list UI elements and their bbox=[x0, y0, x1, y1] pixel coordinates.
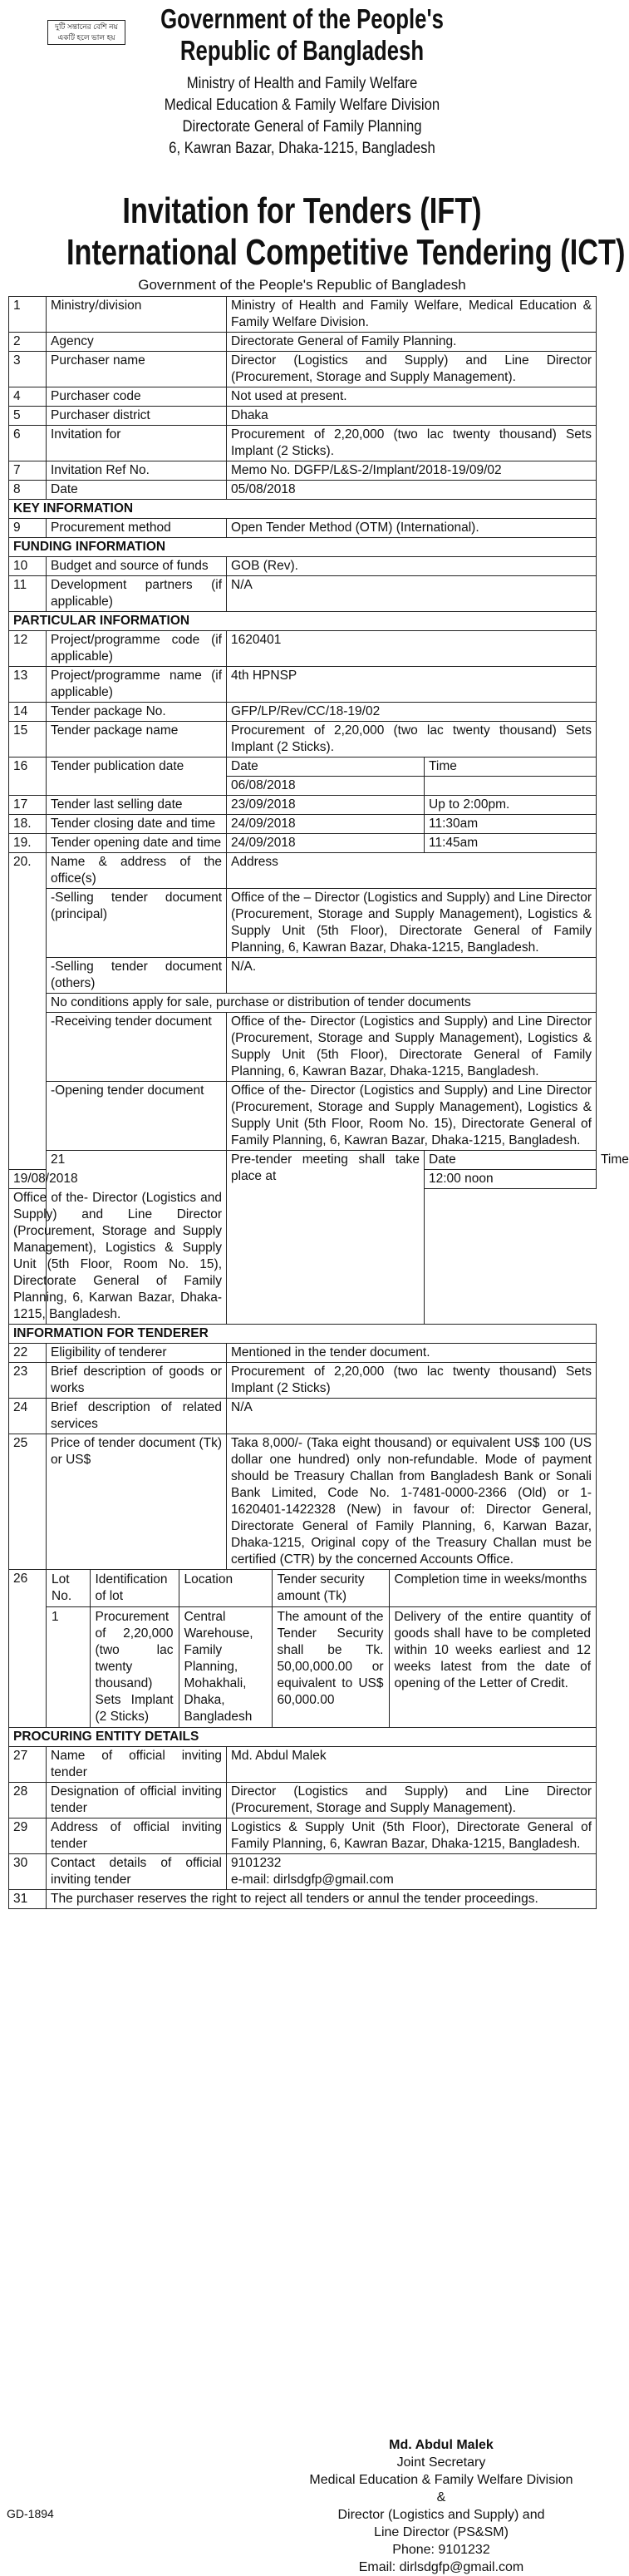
identification-header: Identification of lot bbox=[90, 1570, 179, 1607]
section-information-for-tenderer: INFORMATION FOR TENDERER bbox=[9, 1325, 597, 1344]
row-label: Tender package No. bbox=[47, 703, 227, 722]
row-value: GOB (Rev). bbox=[227, 557, 597, 576]
row-number: 7 bbox=[9, 461, 47, 481]
table-row bbox=[9, 796, 597, 815]
header-directorate: Directorate General of Family Planning bbox=[182, 118, 422, 136]
signer-director: Director (Logistics and Supply) and bbox=[337, 2508, 545, 2522]
time-value: 11:30am bbox=[425, 815, 597, 834]
row-label: Designation of official inviting tender bbox=[47, 1783, 227, 1818]
row-number: 12 bbox=[9, 631, 47, 667]
row-label: Brief description of related services bbox=[47, 1399, 227, 1434]
table-row bbox=[9, 1434, 597, 1570]
row-number: 18. bbox=[9, 815, 47, 834]
ift-heading: Invitation for Tenders (IFT) bbox=[122, 190, 482, 231]
section-header bbox=[9, 1728, 597, 1747]
row-label: Tender closing date and time bbox=[47, 815, 227, 834]
row-value bbox=[227, 1854, 597, 1890]
date-header: Date bbox=[227, 758, 425, 777]
lot-no-header: Lot No. bbox=[47, 1570, 90, 1607]
date-header: Date bbox=[425, 1151, 597, 1170]
row-value: Not used at present. bbox=[227, 387, 597, 407]
row-number: 10 bbox=[9, 557, 47, 576]
row-value: 4th HPNSP bbox=[227, 667, 597, 703]
row-value: Office of the- Director (Logistics and Supply) and Line Director (Procurement, Storage and Supply Management), Logistics & Supply Unit (5th Floor, Room No. 15), Directorate General of Family Planning, 6, Kawran Bazar, Dhaka-1215, Bangladesh. bbox=[227, 1082, 597, 1151]
row-label: Project/programme code (if applicable) bbox=[47, 631, 227, 667]
row-number: 8 bbox=[9, 481, 47, 500]
row-label: -Opening tender document bbox=[47, 1082, 227, 1151]
row-number: 29 bbox=[9, 1818, 47, 1854]
table-row bbox=[9, 333, 597, 352]
lot-cell bbox=[47, 1570, 597, 1728]
row-value: Director (Logistics and Supply) and Line Director (Procurement, Storage and Supply Management). bbox=[227, 1783, 597, 1818]
signer-amp: & bbox=[436, 2490, 446, 2504]
time-value: Up to 2:00pm. bbox=[425, 796, 597, 815]
security-header: Tender security amount (Tk) bbox=[272, 1570, 389, 1607]
row-label: Project/programme name (if applicable) bbox=[47, 667, 227, 703]
row-value: N/A bbox=[227, 576, 597, 612]
location-header: Location bbox=[179, 1570, 272, 1607]
table-row bbox=[9, 1082, 597, 1151]
row-label: Development partners (if applicable) bbox=[47, 576, 227, 612]
signer-line-director: Line Director (PS&SM) bbox=[374, 2525, 509, 2539]
table-row bbox=[9, 994, 597, 1013]
row-label: Purchaser code bbox=[47, 387, 227, 407]
row-value: Memo No. DGFP/L&S-2/Implant/2018-19/09/02 bbox=[227, 461, 597, 481]
row-value: N/A. bbox=[227, 958, 597, 994]
date-value: 24/09/2018 bbox=[227, 815, 425, 834]
table-row bbox=[9, 461, 597, 481]
row-value: Procurement of 2,20,000 (two lac twenty thousand) Sets Implant (2 Sticks). bbox=[227, 426, 597, 461]
row-label: Ministry/division bbox=[47, 297, 227, 333]
table-row bbox=[9, 834, 597, 853]
table-row bbox=[9, 631, 597, 667]
row-value: Mentioned in the tender document. bbox=[227, 1344, 597, 1363]
section-header bbox=[9, 612, 597, 631]
table-row bbox=[9, 1747, 597, 1783]
table-row bbox=[9, 853, 597, 889]
completion-header: Completion time in weeks/months bbox=[389, 1570, 596, 1607]
row-number: 3 bbox=[9, 352, 47, 387]
row-number: 4 bbox=[9, 387, 47, 407]
date-value: 24/09/2018 bbox=[227, 834, 425, 853]
time-value: 12:00 noon bbox=[425, 1170, 597, 1189]
date-value: 23/09/2018 bbox=[227, 796, 425, 815]
row-number: 9 bbox=[9, 519, 47, 538]
row-value: Procurement of 2,20,000 (two lac twenty thousand) Sets Implant (2 Sticks) bbox=[227, 1363, 597, 1399]
gd-code: GD-1894 bbox=[7, 2507, 54, 2520]
time-value bbox=[425, 777, 597, 796]
signature-block bbox=[308, 2436, 574, 2576]
address-header: Address bbox=[227, 853, 597, 889]
row-value: Dhaka bbox=[227, 407, 597, 426]
lot-completion: Delivery of the entire quantity of goods shall have to be completed within 10 weeks earliest and 12 weeks latest from the date of opening of the Letter of Credit. bbox=[394, 1610, 591, 1690]
table-row bbox=[9, 703, 597, 722]
row-number: 20. bbox=[9, 853, 47, 1170]
row-value: Directorate General of Family Planning. bbox=[227, 333, 597, 352]
no-conditions-note: No conditions apply for sale, purchase or distribution of tender documents bbox=[47, 994, 597, 1013]
row-value: 05/08/2018 bbox=[227, 481, 597, 500]
row-value: The purchaser reserves the right to reject all tenders or annul the tender proceedings. bbox=[47, 1890, 597, 1909]
row-label: Budget and source of funds bbox=[47, 557, 227, 576]
row-value: Office of the – Director (Logistics and Supply) and Line Director (Procurement, Storage and Supply Management), Logistics & Supply Unit (5th Floor), Directorate General of Family Planning, 6, Kawran Bazar, Dhaka-1215, Bangladesh. bbox=[227, 889, 597, 958]
contact-phone: 9101232 bbox=[231, 1856, 282, 1870]
table-row bbox=[9, 557, 597, 576]
row-label: Name of official inviting tender bbox=[47, 1747, 227, 1783]
row-number: 31 bbox=[9, 1890, 47, 1909]
row-label: Tender package name bbox=[47, 722, 227, 758]
table-row bbox=[9, 815, 597, 834]
row-number: 21 bbox=[47, 1151, 227, 1325]
stamp-line-2: একটি হলে ভাল হয় bbox=[57, 33, 115, 42]
contact-email: e-mail: dirlsdgfp@gmail.com bbox=[231, 1873, 394, 1887]
row-label: Tender opening date and time bbox=[47, 834, 227, 853]
table-row bbox=[9, 1344, 597, 1363]
row-label: Address of official inviting tender bbox=[47, 1818, 227, 1854]
row-number: 24 bbox=[9, 1399, 47, 1434]
table-row bbox=[9, 1363, 597, 1399]
table-row bbox=[9, 297, 597, 333]
row-value: GFP/LP/Rev/CC/18-19/02 bbox=[227, 703, 597, 722]
table-row bbox=[9, 1890, 597, 1909]
row-label: Purchaser name bbox=[47, 352, 227, 387]
tender-table bbox=[8, 296, 629, 1909]
table-row bbox=[9, 889, 597, 958]
header-ministry: Ministry of Health and Family Welfare bbox=[186, 75, 418, 92]
row-label: Contact details of official inviting tender bbox=[47, 1854, 227, 1890]
section-particular-information: PARTICULAR INFORMATION bbox=[9, 612, 597, 631]
lot-table bbox=[47, 1570, 596, 1727]
section-key-information: KEY INFORMATION bbox=[9, 500, 597, 519]
row-number: 28 bbox=[9, 1783, 47, 1818]
row-number: 15 bbox=[9, 722, 47, 758]
row-value: Office of the- Director (Logistics and Supply) and Line Director (Procurement, Storage and Supply Management), Logistics & Supply Unit (5th Floor, Room No. 15), Directorate General of Family Planning, 6, Karwan Bazar, Dhaka-1215, Bangladesh. bbox=[9, 1189, 227, 1325]
lot-location: Central Warehouse, Family Planning, Mohakhali, Dhaka, Bangladesh bbox=[179, 1607, 272, 1728]
row-label: Pre-tender meeting shall take place at bbox=[227, 1151, 425, 1325]
row-label: -Receiving tender document bbox=[47, 1013, 227, 1082]
row-number: 6 bbox=[9, 426, 47, 461]
row-label: Eligibility of tenderer bbox=[47, 1344, 227, 1363]
row-number: 30 bbox=[9, 1854, 47, 1890]
row-number: 2 bbox=[9, 333, 47, 352]
table-row bbox=[9, 407, 597, 426]
row-number: 13 bbox=[9, 667, 47, 703]
ict-heading: International Competitive Tendering (ICT) bbox=[66, 232, 626, 273]
row-number: 23 bbox=[9, 1363, 47, 1399]
section-funding-information: FUNDING INFORMATION bbox=[9, 538, 597, 557]
table-row bbox=[9, 1399, 597, 1434]
signer-division: Medical Education & Family Welfare Division bbox=[309, 2473, 573, 2487]
lot-header-row bbox=[47, 1570, 596, 1607]
row-label: -Selling tender document (others) bbox=[47, 958, 227, 994]
row-label: Price of tender document (Tk) or US$ bbox=[47, 1434, 227, 1570]
row-number: 11 bbox=[9, 576, 47, 612]
row-value: Taka 8,000/- (Taka eight thousand) or equivalent US$ 100 (US dollar one hundred) only non-refundable. Mode of payment should be Treasury Challan from Bangladesh Bank or Sonali Bank Limited, Code No. 1-7481-0000-2366 (Old) or 1-1620401-1422328 (New) in favour of: Director General, Directorate General of Family Planning, 6, Karwan Bazar, Dhaka-1215, Original copy of the Treasury Challan must be certified (CTR) by the concerned Accounts Office. bbox=[227, 1434, 597, 1570]
section-header bbox=[9, 1325, 597, 1344]
stamp-line-1: দুটি সন্তানের বেশি নয় bbox=[55, 22, 118, 31]
row-value: Md. Abdul Malek bbox=[227, 1747, 597, 1783]
row-number: 19. bbox=[9, 834, 47, 853]
header-title-1: Government of the People's bbox=[160, 3, 444, 34]
row-number: 1 bbox=[9, 297, 47, 333]
row-label: -Selling tender document (principal) bbox=[47, 889, 227, 958]
signer-name: Md. Abdul Malek bbox=[389, 2438, 494, 2452]
table-row bbox=[9, 958, 597, 994]
table-row bbox=[9, 1854, 597, 1890]
section-header bbox=[9, 538, 597, 557]
row-value: Director (Logistics and Supply) and Line Director (Procurement, Storage and Supply Management). bbox=[227, 352, 597, 387]
table-row: 21 Pre-tender meeting shall take place at Date Time bbox=[9, 1151, 597, 1170]
row-value: Procurement of 2,20,000 (two lac twenty thousand) Sets Implant (2 Sticks). bbox=[227, 722, 597, 758]
table-row bbox=[9, 426, 597, 461]
header-address: 6, Kawran Bazar, Dhaka-1215, Bangladesh bbox=[169, 140, 435, 157]
section-header bbox=[9, 500, 597, 519]
lot-identification: Procurement of 2,20,000 (two lac twenty thousand) Sets Implant (2 Sticks) bbox=[90, 1607, 179, 1728]
row-label: Invitation Ref No. bbox=[47, 461, 227, 481]
table-row bbox=[9, 667, 597, 703]
row-number: 16 bbox=[9, 758, 47, 796]
row-value: Office of the- Director (Logistics and Supply) and Line Director (Procurement, Storage and Supply Management), Logistics & Supply Unit (5th Floor), Directorate General of Family Planning, 6, Kawran Bazar, Dhaka-1215, Bangladesh. bbox=[227, 1013, 597, 1082]
signer-phone: Phone: 9101232 bbox=[392, 2543, 490, 2557]
gov-line: Government of the People's Republic of Bangladesh bbox=[138, 277, 466, 293]
row-label: Tender publication date bbox=[47, 758, 227, 796]
table-row bbox=[9, 1783, 597, 1818]
date-value: 19/08/2018 bbox=[9, 1170, 47, 1189]
row-number: 14 bbox=[9, 703, 47, 722]
table-row bbox=[9, 722, 597, 758]
time-value: 11:45am bbox=[425, 834, 597, 853]
time-header: Time bbox=[425, 758, 597, 777]
row-label: Tender last selling date bbox=[47, 796, 227, 815]
row-number: 5 bbox=[9, 407, 47, 426]
table-row bbox=[9, 1570, 597, 1728]
signer-email: Email: dirlsdgfp@gmail.com bbox=[358, 2560, 524, 2574]
row-value: Open Tender Method (OTM) (International). bbox=[227, 519, 597, 538]
row-label: Date bbox=[47, 481, 227, 500]
table-row bbox=[9, 519, 597, 538]
table-row bbox=[9, 387, 597, 407]
table-row bbox=[9, 758, 597, 777]
row-label: Procurement method bbox=[47, 519, 227, 538]
row-value: 1620401 bbox=[227, 631, 597, 667]
row-number: 25 bbox=[9, 1434, 47, 1570]
row-label: Agency bbox=[47, 333, 227, 352]
row-label: Purchaser district bbox=[47, 407, 227, 426]
table-row bbox=[9, 352, 597, 387]
lot-row bbox=[47, 1607, 596, 1728]
lot-no: 1 bbox=[47, 1607, 90, 1728]
row-label: Name & address of the office(s) bbox=[47, 853, 227, 889]
date-value: 06/08/2018 bbox=[227, 777, 425, 796]
row-value: Ministry of Health and Family Welfare, Medical Education & Family Welfare Division. bbox=[227, 297, 597, 333]
lot-security: The amount of the Tender Security shall be Tk. 50,00,000.00 or equivalent to US$ 60,000.00 bbox=[272, 1607, 389, 1728]
row-value: Logistics & Supply Unit (5th Floor), Directorate General of Family Planning, 6, Kawran Bazar, Dhaka-1215, Bangladesh. bbox=[227, 1818, 597, 1854]
table-row bbox=[9, 1818, 597, 1854]
row-label: Brief description of goods or works bbox=[47, 1363, 227, 1399]
header-title-2: Republic of Bangladesh bbox=[179, 35, 425, 66]
signer-title: Joint Secretary bbox=[396, 2455, 486, 2470]
table-row bbox=[9, 1013, 597, 1082]
row-number: 22 bbox=[9, 1344, 47, 1363]
table-row bbox=[9, 576, 597, 612]
row-number: 27 bbox=[9, 1747, 47, 1783]
table-row bbox=[9, 481, 597, 500]
section-procuring-entity: PROCURING ENTITY DETAILS bbox=[9, 1728, 597, 1747]
header-division: Medical Education & Family Welfare Division bbox=[164, 96, 440, 114]
row-label: Invitation for bbox=[47, 426, 227, 461]
row-number: 26 bbox=[9, 1570, 47, 1728]
row-value: N/A bbox=[227, 1399, 597, 1434]
row-number: 17 bbox=[9, 796, 47, 815]
